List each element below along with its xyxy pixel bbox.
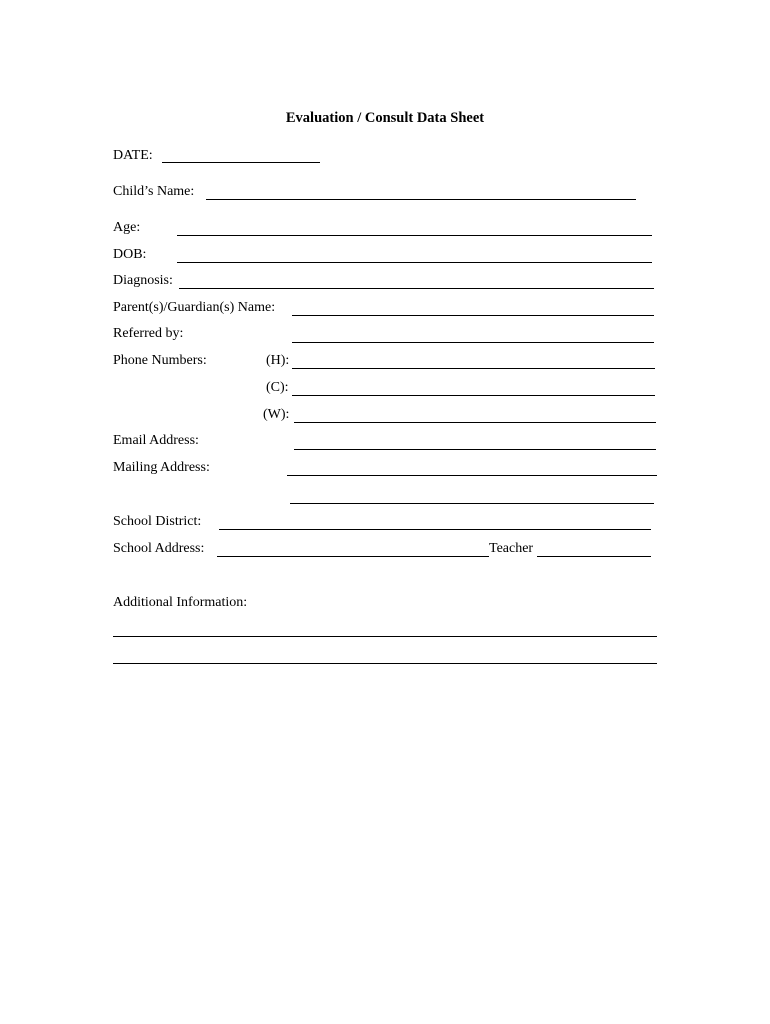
school-district-label: School District: bbox=[113, 514, 202, 529]
referred-by-label: Referred by: bbox=[113, 326, 184, 341]
phone-cell-field[interactable] bbox=[292, 395, 655, 396]
date-label: DATE: bbox=[113, 148, 153, 163]
diagnosis-label: Diagnosis: bbox=[113, 273, 173, 288]
mailing-address-label: Mailing Address: bbox=[113, 460, 210, 475]
dob-field[interactable] bbox=[177, 262, 652, 263]
school-address-field[interactable] bbox=[217, 556, 489, 557]
phone-work-field[interactable] bbox=[294, 422, 656, 423]
phone-numbers-label: Phone Numbers: bbox=[113, 353, 207, 368]
school-district-field[interactable] bbox=[219, 529, 651, 530]
age-field[interactable] bbox=[177, 235, 652, 236]
guardian-name-label: Parent(s)/Guardian(s) Name: bbox=[113, 300, 276, 315]
phone-home-field[interactable] bbox=[292, 368, 655, 369]
additional-info-label: Additional Information: bbox=[113, 595, 248, 610]
additional-info-line-2[interactable] bbox=[113, 663, 657, 664]
childs-name-label: Child’s Name: bbox=[113, 184, 195, 199]
mailing-address-field-2[interactable] bbox=[290, 503, 654, 504]
mailing-address-field-1[interactable] bbox=[287, 475, 657, 476]
diagnosis-field[interactable] bbox=[179, 288, 654, 289]
teacher-field[interactable] bbox=[537, 556, 651, 557]
phone-home-label: (H): bbox=[266, 353, 290, 368]
phone-cell-label: (C): bbox=[266, 380, 289, 395]
dob-label: DOB: bbox=[113, 247, 147, 262]
date-field[interactable] bbox=[162, 162, 320, 163]
school-address-label: School Address: bbox=[113, 541, 205, 556]
additional-info-line-1[interactable] bbox=[113, 636, 657, 637]
age-label: Age: bbox=[113, 220, 141, 235]
guardian-name-field[interactable] bbox=[292, 315, 654, 316]
referred-by-field[interactable] bbox=[292, 342, 654, 343]
phone-work-label: (W): bbox=[263, 407, 290, 422]
form-title: Evaluation / Consult Data Sheet bbox=[285, 110, 485, 126]
email-field[interactable] bbox=[294, 449, 656, 450]
teacher-label: Teacher bbox=[489, 541, 534, 556]
childs-name-field[interactable] bbox=[206, 199, 636, 200]
email-label: Email Address: bbox=[113, 433, 199, 448]
